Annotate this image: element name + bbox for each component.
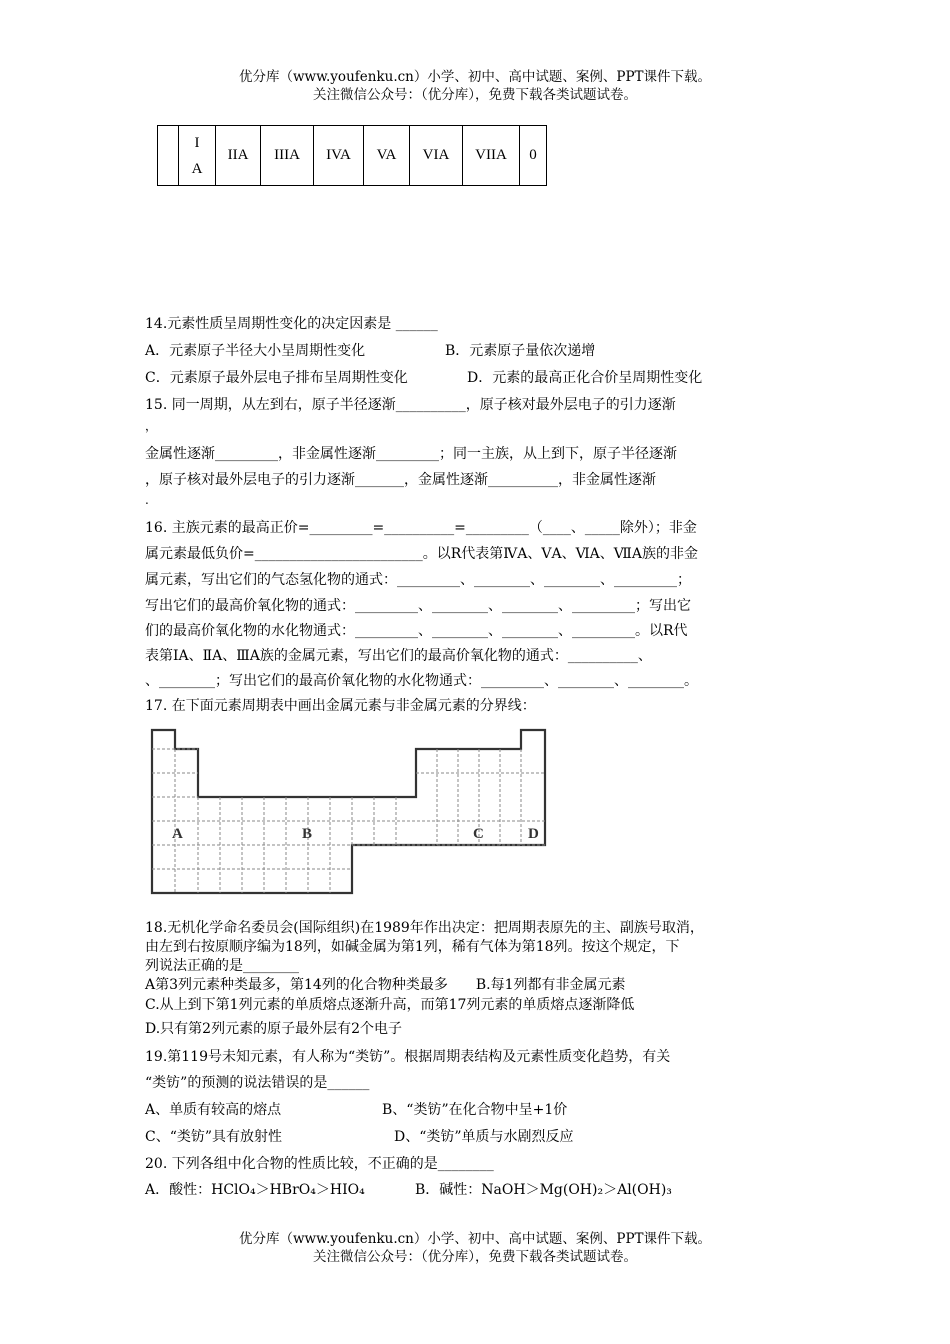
- q18-line-3: 列说法正确的是________: [145, 958, 299, 974]
- q14-options-ab: [145, 341, 810, 361]
- q19-line-2: “类钫”的预测的说法错误的是______: [145, 1075, 370, 1091]
- q14-option-b: B．元素原子量依次递增: [445, 343, 596, 359]
- q14-option-d: D．元素的最高正化合价呈周期性变化: [467, 370, 703, 386]
- q20-option-b: B．碱性：NaOH＞Mg(OH)₂＞Al(OH)₃: [415, 1182, 672, 1198]
- q19-option-d: D、“类钫”单质与水剧烈反应: [394, 1129, 574, 1145]
- q16-line-5: 们的最高价氧化物的水化物通式：_________、________、________、_________。以R代: [145, 623, 688, 639]
- group-cell-IIA: IIA: [216, 126, 261, 186]
- q14-stem: 14.元素性质呈周期性变化的决定因素是 ______: [145, 316, 438, 332]
- q18-line-2: 由左到右按原顺序编为18列，如碱金属为第1列，稀有气体为第18列。按这个规定，下: [145, 939, 680, 955]
- q18-option-d: D.只有第2列元素的原子最外层有2个电子: [145, 1021, 402, 1037]
- q15-line-1: 15. 同一周期，从左到右，原子半径逐渐__________，原子核对最外层电子的引力逐渐: [145, 397, 676, 413]
- q16-line-4: 写出它们的最高价氧化物的通式：_________、________、________、_________；写出它: [145, 598, 691, 614]
- q19-options-cd: [145, 1127, 810, 1147]
- group-cell-VA: VA: [364, 126, 410, 186]
- q20-option-a: A．酸性：HClO₄＞HBrO₄＞HIO₄: [145, 1182, 365, 1198]
- q17-stem: 17. 在下面元素周期表中画出金属元素与非金属元素的分界线：: [145, 698, 536, 714]
- q16-line-2: 属元素最低负价=________________________。以R代表第ⅣA、ⅤA、ⅥA、ⅦA族的非金: [145, 546, 698, 562]
- q20-options-ab: [145, 1180, 810, 1200]
- q16-line-3: 属元素，写出它们的气态氢化物的通式：_________、________、________、_________；: [145, 572, 691, 588]
- q14-option-c: C．元素原子最外层电子排布呈周期性变化: [145, 370, 408, 386]
- q20-stem: 20. 下列各组中化合物的性质比较，不正确的是________: [145, 1156, 494, 1172]
- group-cell-IIIA: IIIA: [261, 126, 314, 186]
- q19-option-a: A、单质有较高的熔点: [145, 1102, 282, 1118]
- footer-line-1: 优分库（www.youfenku.cn）小学、初中、高中试题、案例、PPT课件下载。: [238, 1231, 712, 1247]
- q15-line-3: ，原子核对最外层电子的引力逐渐_______，金属性逐渐__________，非金属性逐渐: [145, 472, 656, 488]
- group-cell-VIA: VIA: [410, 126, 463, 186]
- group-cell: [158, 126, 179, 186]
- page-header: [0, 68, 950, 104]
- q18-options-ab: A第3列元素种类最多，第14列的化合物种类最多 B.每1列都有非金属元素: [145, 977, 626, 993]
- header-line-1: 优分库（www.youfenku.cn）小学、初中、高中试题、案例、PPT课件下载。: [238, 69, 712, 85]
- q16-line-1: 16. 主族元素的最高正价=_________=__________=_________（____、_____除外）；非金: [145, 520, 697, 536]
- pt-label-A: A: [172, 826, 183, 842]
- q19-options-ab: [145, 1100, 810, 1120]
- q14-options-cd: [145, 368, 810, 388]
- pt-label-B: B: [302, 826, 313, 842]
- header-line-2: 关注微信公众号：（优分库），免费下载各类试题试卷。: [313, 87, 637, 103]
- q16-line-7: 、________；写出它们的最高价氧化物的水化物通式：_________、________、________。: [145, 673, 698, 689]
- q18-line-1: 18.无机化学命名委员会(国际组织)在1989年作出决定：把周期表原先的主、副族号取消，: [145, 920, 704, 936]
- pt-label-D: D: [528, 826, 539, 842]
- periodic-table-outline: [148, 727, 550, 897]
- q14-option-a: A．元素原子半径大小呈周期性变化: [145, 343, 366, 359]
- q19-option-c: C、“类钫”具有放射性: [145, 1129, 283, 1145]
- q15-line-3b: .: [145, 493, 149, 507]
- group-cell-VIIA: VIIA: [463, 126, 520, 186]
- q18-option-c: C.从上到下第1列元素的单质熔点逐渐升高，而第17列元素的单质熔点逐渐降低: [145, 997, 635, 1013]
- group-cell-0: 0: [520, 126, 547, 186]
- q19-line-1: 19.第119号未知元素，有人称为“类钫”。根据周期表结构及元素性质变化趋势，有关: [145, 1049, 671, 1065]
- q15-line-1b: ，: [145, 419, 158, 433]
- page-footer: [0, 1230, 950, 1266]
- group-cell-IA: I A: [179, 126, 216, 186]
- pt-label-C: C: [473, 826, 484, 842]
- group-table: [157, 125, 547, 186]
- group-cell-IVA: IVA: [314, 126, 364, 186]
- q19-option-b: B、“类钫”在化合物中呈+1价: [382, 1102, 568, 1118]
- footer-line-2: 关注微信公众号：（优分库），免费下载各类试题试卷。: [313, 1249, 637, 1265]
- q15-line-2: 金属性逐渐_________，非金属性逐渐_________；同一主族，从上到下，原子半径逐渐: [145, 446, 677, 462]
- q16-line-6: 表第ⅠA、ⅡA、ⅢA族的金属元素，写出它们的最高价氧化物的通式：__________、: [145, 648, 652, 664]
